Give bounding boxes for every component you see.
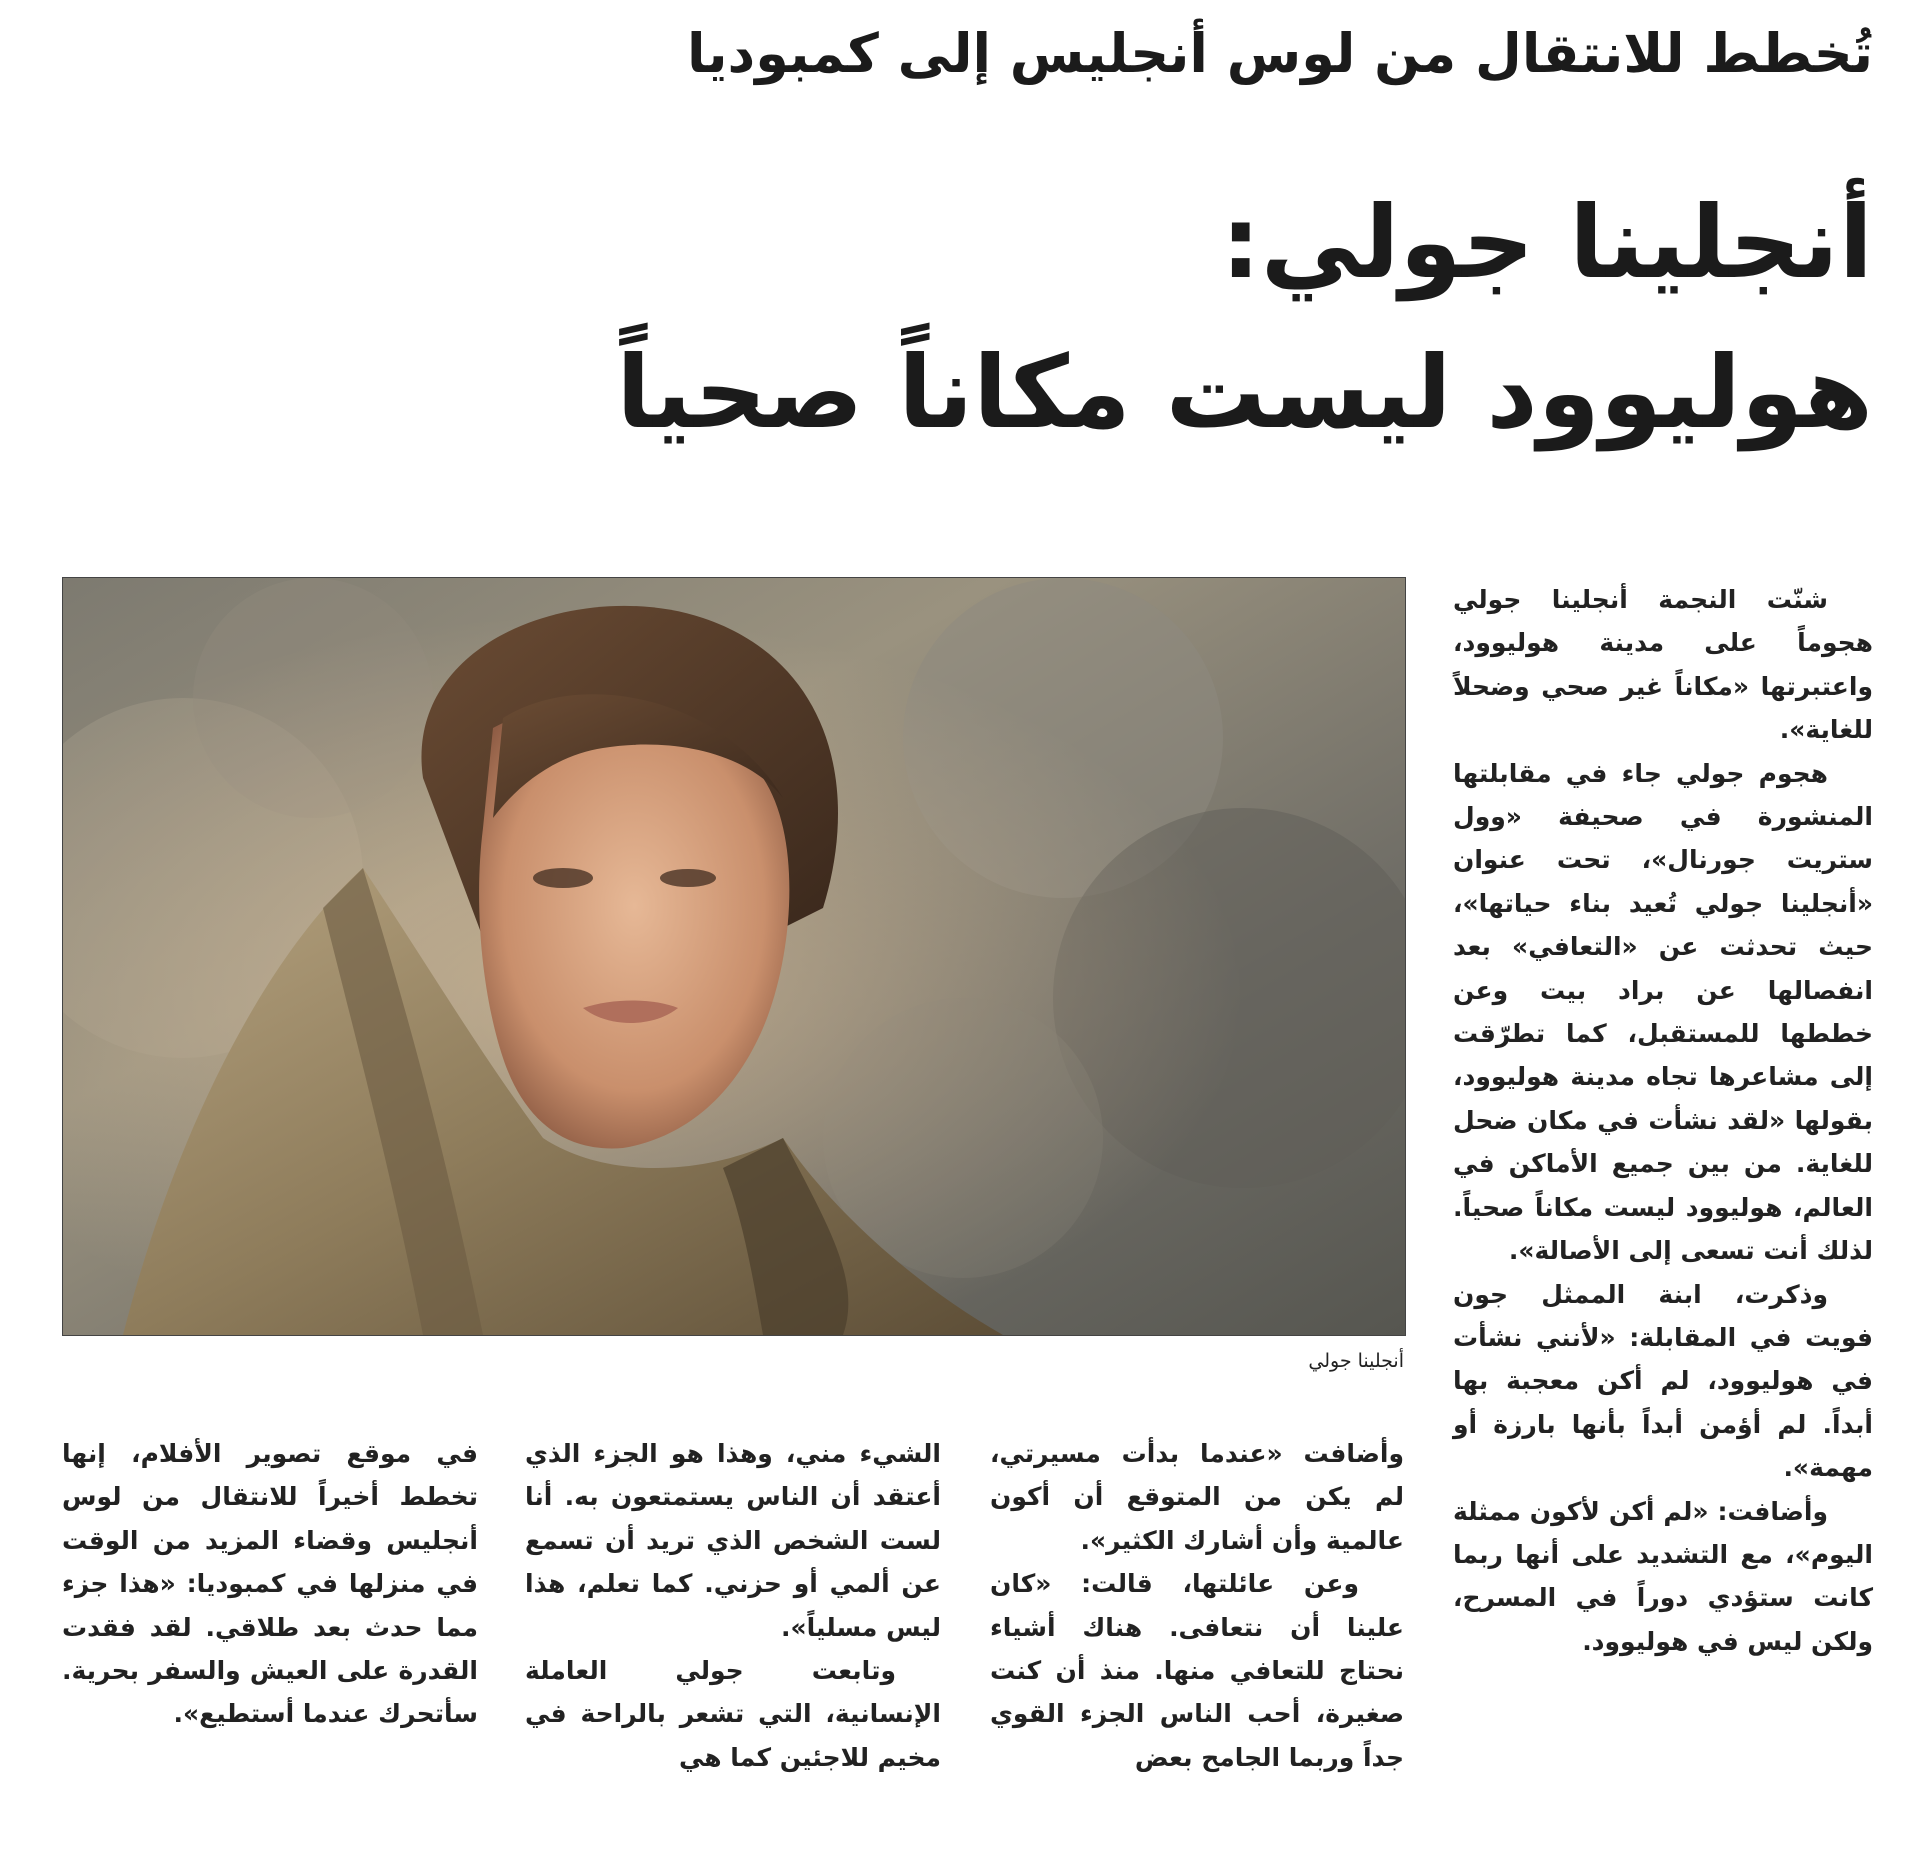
article-column-1 <box>1453 578 1873 1663</box>
headline-line-2: هوليوود ليست مكاناً صحياً <box>616 334 1873 451</box>
article-kicker: تُخطط للانتقال من لوس أنجليس إلى كمبوديا <box>687 22 1873 85</box>
paragraph: هجوم جولي جاء في مقابلتها المنشورة في صحيفة «وول ستريت جورنال»، تحت عنوان «أنجلينا جولي تُعيد بناء حياتها»، حيث تحدثت عن «التعافي» بعد انفصالها عن براد بيت وعن خططها للمستقبل، كما تطرّقت إلى مشاعرها تجاه مدينة هوليوود، بقولها «لقد نشأت في مكان ضحل للغاية. من بين جميع الأماكن في العالم، هوليوود ليست مكاناً صحياً. لذلك أنت تسعى إلى الأصالة». <box>1453 758 1873 1266</box>
article-photo <box>62 577 1406 1336</box>
paragraph: وتابعت جولي العاملة الإنسانية، التي تشعر بالراحة في مخيم للاجئين كما هي <box>525 1656 941 1772</box>
article-column-2 <box>990 1432 1404 1779</box>
article-headline <box>200 168 1873 468</box>
paragraph: شنّت النجمة أنجلينا جولي هجوماً على مدينة هوليوود، واعتبرتها «مكاناً غير صحي وضحلاً للغاية». <box>1453 585 1873 745</box>
paragraph: في موقع تصوير الأفلام، إنها تخطط أخيراً للانتقال من لوس أنجليس وقضاء المزيد من الوقت في منزلها في كمبوديا: «هذا جزء مما حدث بعد طلاقي. لقد فقدت القدرة على العيش والسفر بحرية. سأتحرك عندما أستطيع». <box>62 1439 478 1729</box>
article-column-4 <box>62 1432 478 1736</box>
article-column-3 <box>525 1432 941 1779</box>
paragraph: وأضافت: «لم أكن لأكون ممثلة اليوم»، مع التشديد على أنها ربما كانت ستؤدي دوراً في المسرح، ولكن ليس في هوليوود. <box>1453 1496 1873 1656</box>
paragraph: الشيء مني، وهذا هو الجزء الذي أعتقد أن الناس يستمتعون به. أنا لست الشخص الذي تريد أن تسمع عن ألمي أو حزني. كما تعلم، هذا ليس مسلياً». <box>525 1439 941 1642</box>
paragraph: وذكرت، ابنة الممثل جون فويت في المقابلة: «لأنني نشأت في هوليوود، لم أكن معجبة بها أبداً. لم أؤمن أبداً بأنها بارزة أو مهمة». <box>1453 1279 1873 1483</box>
headline-line-1: أنجلينا جولي: <box>1220 184 1873 301</box>
photo-caption: أنجلينا جولي <box>1308 1350 1404 1372</box>
paragraph: وأضافت «عندما بدأت مسيرتي، لم يكن من المتوقع أن أكون عالمية وأن أشارك الكثير». <box>990 1439 1404 1555</box>
paragraph: وعن عائلتها، قالت: «كان علينا أن نتعافى. هناك أشياء نحتاج للتعافي منها. منذ أن كنت صغيرة، أحب الناس الجزء القوي جداً وربما الجامح بعض <box>990 1569 1404 1772</box>
